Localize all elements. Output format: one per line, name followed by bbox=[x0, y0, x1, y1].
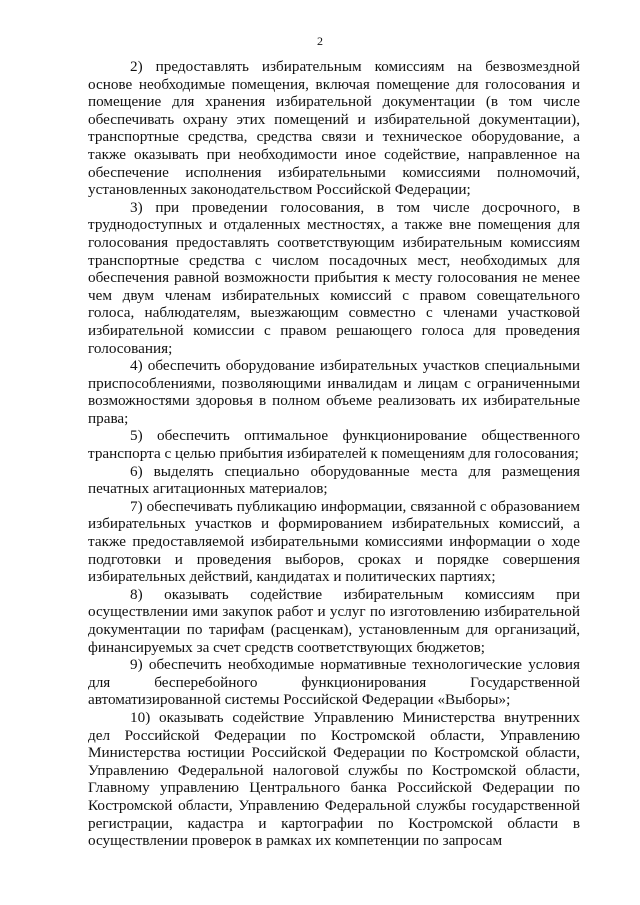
paragraph-item-10: 10) оказывать содействие Управлению Министерства внутренних дел Российской Федерации по Костромской области, Управлению Министерства юстиции Российской Федерации по Костромской области, Управлению Федеральной налоговой службы по Костромской области, Главному управлению Центрального банка Российской Федерации по Костромской области, Управлению Федеральной службы государственной регистрации, кадастра и картографии по Костромской области в осуществлении проверок в рамках их компетенции по запросам bbox=[88, 708, 580, 850]
paragraph-item-5: 5) обеспечить оптимальное функционирование общественного транспорта с целью прибытия избирателей к помещениям для голосования; bbox=[88, 427, 580, 463]
paragraph-item-2: 2) предоставлять избирательным комиссиям на безвозмездной основе необходимые помещения, включая помещение для голосования и помещение для хранения избирательной документации (в том числе обеспечивать охрану этих помещений и избирательной документации), транспортные средства, средства связи и техническое оборудование, а также оказывать при необходимости иное содействие, направленное на обеспечение исполнения избирательными комиссиями полномочий, установленных законодательством Российской Федерации; bbox=[88, 58, 580, 199]
paragraph-item-4: 4) обеспечить оборудование избирательных участков специальными приспособлениями, позволяющими инвалидам и лицам с ограниченными возможностями здоровья в полном объеме реализовать их избирательные права; bbox=[88, 357, 580, 427]
paragraph-item-8: 8) оказывать содействие избирательным комиссиям при осуществлении ими закупок работ и услуг по изготовлению избирательной документации по тарифам (расценкам), установленным для организаций, финансируемых за счет средств соответствующих бюджетов; bbox=[88, 585, 580, 656]
document-body bbox=[88, 58, 580, 850]
page-number: 2 bbox=[317, 34, 323, 48]
paragraph-item-6: 6) выделять специально оборудованные места для размещения печатных агитационных материалов; bbox=[88, 462, 580, 498]
paragraph-item-7: 7) обеспечивать публикацию информации, связанной с образованием избирательных участков и формированием избирательных комиссий, а также предоставляемой избирательными комиссиями информации о ходе подготовки и проведения выборов, сроках и порядке совершения избирательных действий, кандидатах и политических партиях; bbox=[88, 497, 580, 586]
paragraph-item-9: 9) обеспечить необходимые нормативные технологические условия для бесперебойного функционирования Государственной автоматизированной системы Российской Федерации «Выборы»; bbox=[88, 656, 580, 709]
paragraph-item-3: 3) при проведении голосования, в том числе досрочного, в труднодоступных и отдаленных местностях, а также вне помещения для голосования предоставлять соответствующим избирательным комиссиям транспортные средства с числом посадочных мест, необходимых для обеспечения равной возможности прибытия к месту голосования не менее чем двум членам избирательных комиссий с правом совещательного голоса, наблюдателям, выезжающим совместно с членами участковой избирательной комиссии с правом решающего голоса для проведения голосования; bbox=[88, 198, 580, 357]
